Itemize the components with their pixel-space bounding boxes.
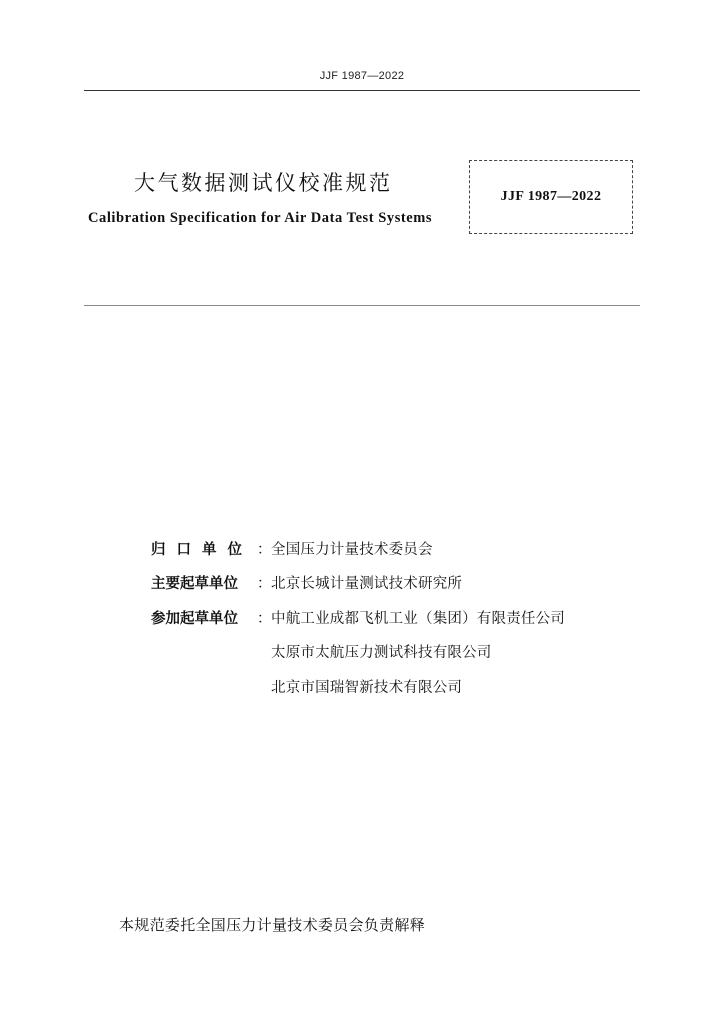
- participant-item: 中航工业成都飞机工业（集团）有限责任公司: [271, 611, 565, 627]
- responsible-unit-label: 归口单位: [151, 542, 253, 558]
- title-rule: [84, 305, 640, 306]
- header-rule: [84, 90, 640, 91]
- title-chinese: 大气数据测试仪校准规范: [134, 171, 393, 195]
- title-english: Calibration Specification for Air Data Test Systems: [88, 210, 433, 226]
- responsible-unit-colon: ：: [257, 542, 272, 558]
- code-box-text: JJF 1987—2022: [500, 189, 602, 204]
- main-drafter-value: 北京长城计量测试技术研究所: [271, 576, 463, 592]
- footer-note: 本规范委托全国压力计量技术委员会负责解释: [119, 916, 426, 934]
- participants-label: 参加起草单位: [151, 611, 238, 627]
- participant-item: 北京市国瑞智新技术有限公司: [271, 680, 463, 696]
- main-drafter-label: 主要起草单位: [151, 576, 238, 592]
- participant-item: 太原市太航压力测试科技有限公司: [271, 645, 492, 661]
- main-drafter-colon: ：: [257, 576, 272, 592]
- code-box: [469, 160, 633, 234]
- participants-colon: ：: [257, 611, 272, 627]
- header-code: JJF 1987—2022: [319, 70, 405, 82]
- responsible-unit-value: 全国压力计量技术委员会: [271, 542, 433, 558]
